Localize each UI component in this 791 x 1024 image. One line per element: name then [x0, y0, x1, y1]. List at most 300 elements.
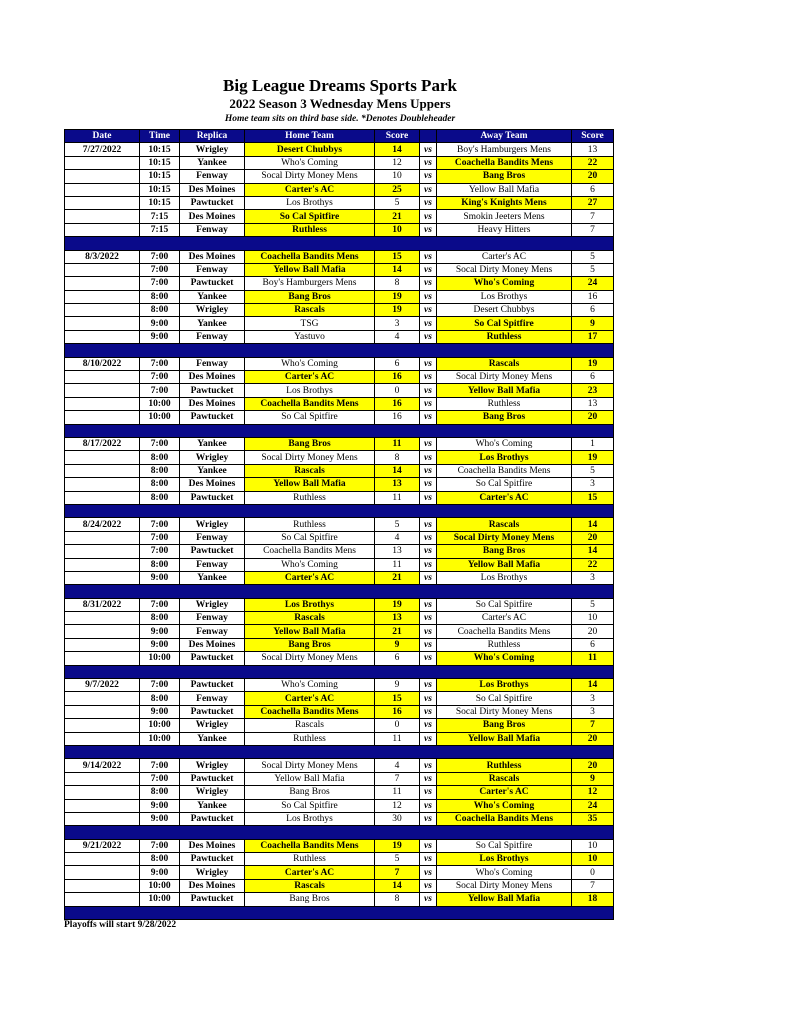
away-score: 9 [572, 772, 614, 785]
game-time: 8:00 [140, 290, 180, 303]
away-team: So Cal Spitfire [437, 598, 572, 611]
game-date [65, 558, 140, 571]
home-team: Socal Dirty Money Mens [245, 652, 375, 665]
game-field: Wrigley [180, 786, 245, 799]
away-score: 19 [572, 357, 614, 370]
home-team: Yastuvo [245, 330, 375, 343]
table-row [65, 183, 614, 196]
away-team: So Cal Spitfire [437, 839, 572, 852]
away-score: 14 [572, 518, 614, 531]
game-field: Pawtucket [180, 384, 245, 397]
home-score: 5 [375, 853, 420, 866]
table-row [65, 612, 614, 625]
game-date: 8/17/2022 [65, 437, 140, 450]
home-score: 21 [375, 625, 420, 638]
away-score: 14 [572, 545, 614, 558]
away-team: So Cal Spitfire [437, 478, 572, 491]
table-row [65, 170, 614, 183]
home-score: 7 [375, 866, 420, 879]
vs-label: vs [420, 612, 437, 625]
week-separator-cell [65, 504, 614, 517]
game-date [65, 625, 140, 638]
game-date: 9/14/2022 [65, 759, 140, 772]
game-time: 10:15 [140, 183, 180, 196]
home-score: 0 [375, 384, 420, 397]
away-team: Rascals [437, 518, 572, 531]
home-score: 10 [375, 170, 420, 183]
away-team: Socal Dirty Money Mens [437, 879, 572, 892]
away-team: Who's Coming [437, 437, 572, 450]
game-date: 8/3/2022 [65, 250, 140, 263]
game-date [65, 772, 140, 785]
game-time: 8:00 [140, 692, 180, 705]
vs-label: vs [420, 679, 437, 692]
game-time: 10:15 [140, 196, 180, 209]
table-row [65, 384, 614, 397]
game-field: Pawtucket [180, 652, 245, 665]
home-score: 5 [375, 518, 420, 531]
game-time: 7:00 [140, 371, 180, 384]
footer-note: Playoffs will start 9/28/2022 [64, 920, 177, 930]
vs-label: vs [420, 571, 437, 584]
home-team: Rascals [245, 719, 375, 732]
game-field: Pawtucket [180, 545, 245, 558]
vs-label: vs [420, 638, 437, 651]
game-time: 8:00 [140, 464, 180, 477]
col-replica: Replica [180, 130, 245, 143]
home-team: Ruthless [245, 853, 375, 866]
game-date [65, 893, 140, 906]
away-team: Ruthless [437, 397, 572, 410]
away-score: 6 [572, 638, 614, 651]
away-team: Carter's AC [437, 491, 572, 504]
table-row [65, 692, 614, 705]
vs-label: vs [420, 786, 437, 799]
game-time: 9:00 [140, 330, 180, 343]
week-separator-cell [65, 237, 614, 250]
home-score: 16 [375, 397, 420, 410]
week-separator [65, 826, 614, 839]
home-team: Ruthless [245, 491, 375, 504]
game-time: 9:00 [140, 571, 180, 584]
game-date [65, 531, 140, 544]
page-title: Big League Dreams Sports Park [223, 76, 457, 95]
vs-label: vs [420, 598, 437, 611]
away-team: Who's Coming [437, 652, 572, 665]
home-team: Bang Bros [245, 893, 375, 906]
vs-label: vs [420, 384, 437, 397]
home-team: So Cal Spitfire [245, 531, 375, 544]
home-score: 14 [375, 263, 420, 276]
vs-label: vs [420, 558, 437, 571]
away-team: Los Brothys [437, 853, 572, 866]
away-score: 13 [572, 397, 614, 410]
table-row [65, 893, 614, 906]
vs-label: vs [420, 196, 437, 209]
home-team: Los Brothys [245, 196, 375, 209]
home-team: Bang Bros [245, 437, 375, 450]
home-team: Who's Coming [245, 357, 375, 370]
vs-label: vs [420, 317, 437, 330]
game-time: 8:00 [140, 304, 180, 317]
week-separator [65, 504, 614, 517]
home-score: 14 [375, 464, 420, 477]
away-score: 14 [572, 679, 614, 692]
table-row [65, 263, 614, 276]
game-field: Fenway [180, 612, 245, 625]
vs-label: vs [420, 893, 437, 906]
game-date [65, 464, 140, 477]
away-score: 6 [572, 304, 614, 317]
table-row [65, 210, 614, 223]
away-team: Yellow Ball Mafia [437, 732, 572, 745]
week-separator-cell [65, 424, 614, 437]
away-score: 9 [572, 317, 614, 330]
away-score: 3 [572, 692, 614, 705]
home-team: Bang Bros [245, 290, 375, 303]
vs-label: vs [420, 491, 437, 504]
game-field: Des Moines [180, 879, 245, 892]
table-row [65, 317, 614, 330]
table-row [65, 143, 614, 156]
home-score: 5 [375, 196, 420, 209]
away-team: Yellow Ball Mafia [437, 384, 572, 397]
home-team: Coachella Bandits Mens [245, 397, 375, 410]
table-row [65, 839, 614, 852]
home-team: Yellow Ball Mafia [245, 625, 375, 638]
away-team: Bang Bros [437, 170, 572, 183]
away-score: 18 [572, 893, 614, 906]
home-team: Rascals [245, 464, 375, 477]
table-row [65, 290, 614, 303]
home-score: 14 [375, 143, 420, 156]
game-date [65, 879, 140, 892]
home-team: Los Brothys [245, 384, 375, 397]
game-time: 9:00 [140, 705, 180, 718]
home-score: 21 [375, 571, 420, 584]
table-row [65, 531, 614, 544]
game-field: Des Moines [180, 397, 245, 410]
away-score: 5 [572, 598, 614, 611]
vs-label: vs [420, 652, 437, 665]
game-date [65, 210, 140, 223]
table-row [65, 411, 614, 424]
game-field: Fenway [180, 330, 245, 343]
home-score: 11 [375, 786, 420, 799]
game-time: 10:00 [140, 652, 180, 665]
game-field: Yankee [180, 156, 245, 169]
week-separator-cell [65, 585, 614, 598]
away-team: Socal Dirty Money Mens [437, 371, 572, 384]
game-date [65, 223, 140, 236]
away-score: 7 [572, 719, 614, 732]
away-score: 24 [572, 799, 614, 812]
away-team: Socal Dirty Money Mens [437, 705, 572, 718]
away-team: Coachella Bandits Mens [437, 812, 572, 825]
vs-label: vs [420, 451, 437, 464]
away-team: Coachella Bandits Mens [437, 625, 572, 638]
table-row [65, 397, 614, 410]
game-time: 8:00 [140, 478, 180, 491]
away-score: 20 [572, 625, 614, 638]
away-score: 22 [572, 558, 614, 571]
vs-label: vs [420, 464, 437, 477]
game-field: Pawtucket [180, 196, 245, 209]
vs-label: vs [420, 812, 437, 825]
away-score: 20 [572, 759, 614, 772]
away-team: Ruthless [437, 759, 572, 772]
home-team: Los Brothys [245, 812, 375, 825]
home-score: 15 [375, 250, 420, 263]
game-field: Yankee [180, 437, 245, 450]
game-time: 10:00 [140, 732, 180, 745]
vs-label: vs [420, 170, 437, 183]
away-team: Who's Coming [437, 277, 572, 290]
game-date: 9/7/2022 [65, 679, 140, 692]
table-row [65, 545, 614, 558]
game-time: 10:00 [140, 411, 180, 424]
vs-label: vs [420, 853, 437, 866]
game-date [65, 397, 140, 410]
game-date: 8/31/2022 [65, 598, 140, 611]
table-row [65, 437, 614, 450]
away-score: 24 [572, 277, 614, 290]
game-date [65, 812, 140, 825]
home-score: 9 [375, 638, 420, 651]
game-date [65, 411, 140, 424]
col-time: Time [140, 130, 180, 143]
game-field: Fenway [180, 263, 245, 276]
vs-label: vs [420, 759, 437, 772]
home-score: 12 [375, 799, 420, 812]
col-away-team: Away Team [437, 130, 572, 143]
game-time: 8:00 [140, 451, 180, 464]
away-score: 6 [572, 371, 614, 384]
table-row [65, 571, 614, 584]
home-team: Bang Bros [245, 638, 375, 651]
game-field: Wrigley [180, 143, 245, 156]
vs-label: vs [420, 250, 437, 263]
game-time: 7:00 [140, 545, 180, 558]
week-separator [65, 665, 614, 678]
table-row [65, 598, 614, 611]
away-score: 0 [572, 866, 614, 879]
away-score: 1 [572, 437, 614, 450]
home-team: Ruthless [245, 223, 375, 236]
away-score: 3 [572, 478, 614, 491]
week-separator-cell [65, 665, 614, 678]
vs-label: vs [420, 143, 437, 156]
away-team: Carter's AC [437, 786, 572, 799]
week-separator-cell [65, 826, 614, 839]
game-time: 7:00 [140, 518, 180, 531]
vs-label: vs [420, 304, 437, 317]
home-team: Who's Coming [245, 156, 375, 169]
vs-label: vs [420, 371, 437, 384]
col-home-team: Home Team [245, 130, 375, 143]
away-team: Yellow Ball Mafia [437, 183, 572, 196]
game-time: 10:15 [140, 156, 180, 169]
game-date [65, 491, 140, 504]
game-time: 10:15 [140, 143, 180, 156]
game-time: 7:00 [140, 772, 180, 785]
home-score: 15 [375, 692, 420, 705]
away-score: 12 [572, 786, 614, 799]
table-row [65, 799, 614, 812]
game-time: 10:00 [140, 397, 180, 410]
table-row [65, 638, 614, 651]
away-score: 7 [572, 223, 614, 236]
game-time: 9:00 [140, 317, 180, 330]
table-row [65, 357, 614, 370]
away-score: 17 [572, 330, 614, 343]
vs-label: vs [420, 531, 437, 544]
game-date [65, 156, 140, 169]
away-team: So Cal Spitfire [437, 692, 572, 705]
home-team: Socal Dirty Money Mens [245, 759, 375, 772]
away-team: Socal Dirty Money Mens [437, 263, 572, 276]
week-separator [65, 424, 614, 437]
week-separator-cell [65, 906, 614, 919]
away-score: 3 [572, 571, 614, 584]
vs-label: vs [420, 839, 437, 852]
home-score: 11 [375, 491, 420, 504]
home-score: 7 [375, 772, 420, 785]
game-time: 8:00 [140, 853, 180, 866]
vs-label: vs [420, 437, 437, 450]
home-score: 16 [375, 371, 420, 384]
game-field: Yankee [180, 464, 245, 477]
game-date [65, 786, 140, 799]
game-date: 8/24/2022 [65, 518, 140, 531]
home-team: Carter's AC [245, 371, 375, 384]
away-score: 10 [572, 839, 614, 852]
table-row [65, 196, 614, 209]
game-field: Pawtucket [180, 812, 245, 825]
game-time: 10:00 [140, 893, 180, 906]
away-team: Ruthless [437, 638, 572, 651]
col-away-score: Score [572, 130, 614, 143]
table-row [65, 652, 614, 665]
game-field: Pawtucket [180, 679, 245, 692]
away-score: 35 [572, 812, 614, 825]
game-field: Wrigley [180, 598, 245, 611]
away-score: 7 [572, 210, 614, 223]
game-field: Fenway [180, 357, 245, 370]
week-separator [65, 237, 614, 250]
away-team: Rascals [437, 357, 572, 370]
vs-label: vs [420, 210, 437, 223]
home-team: Socal Dirty Money Mens [245, 451, 375, 464]
home-team: Yellow Ball Mafia [245, 478, 375, 491]
game-date [65, 290, 140, 303]
game-field: Pawtucket [180, 277, 245, 290]
home-score: 25 [375, 183, 420, 196]
home-score: 11 [375, 558, 420, 571]
table-row [65, 759, 614, 772]
away-score: 11 [572, 652, 614, 665]
home-team: Ruthless [245, 732, 375, 745]
home-score: 19 [375, 290, 420, 303]
vs-label: vs [420, 879, 437, 892]
away-score: 10 [572, 853, 614, 866]
schedule-body [65, 143, 614, 920]
vs-label: vs [420, 545, 437, 558]
vs-label: vs [420, 625, 437, 638]
week-separator-cell [65, 344, 614, 357]
away-score: 10 [572, 612, 614, 625]
home-team: Socal Dirty Money Mens [245, 170, 375, 183]
game-field: Wrigley [180, 866, 245, 879]
home-score: 3 [375, 317, 420, 330]
header-row [65, 130, 614, 143]
game-date [65, 263, 140, 276]
game-date [65, 692, 140, 705]
game-field: Wrigley [180, 304, 245, 317]
game-date: 7/27/2022 [65, 143, 140, 156]
away-team: Who's Coming [437, 866, 572, 879]
game-field: Pawtucket [180, 705, 245, 718]
game-field: Yankee [180, 290, 245, 303]
game-field: Des Moines [180, 839, 245, 852]
away-score: 5 [572, 464, 614, 477]
game-field: Des Moines [180, 371, 245, 384]
away-team: Yellow Ball Mafia [437, 893, 572, 906]
vs-label: vs [420, 866, 437, 879]
away-score: 23 [572, 384, 614, 397]
home-score: 8 [375, 451, 420, 464]
week-separator-cell [65, 745, 614, 758]
game-time: 9:00 [140, 866, 180, 879]
away-team: Los Brothys [437, 451, 572, 464]
table-row [65, 304, 614, 317]
away-team: Yellow Ball Mafia [437, 558, 572, 571]
game-field: Yankee [180, 571, 245, 584]
game-field: Fenway [180, 531, 245, 544]
home-score: 8 [375, 277, 420, 290]
table-row [65, 879, 614, 892]
table-row [65, 866, 614, 879]
vs-label: vs [420, 330, 437, 343]
game-date [65, 170, 140, 183]
game-date [65, 330, 140, 343]
home-score: 30 [375, 812, 420, 825]
game-field: Wrigley [180, 719, 245, 732]
game-field: Yankee [180, 317, 245, 330]
game-time: 8:00 [140, 786, 180, 799]
home-score: 12 [375, 156, 420, 169]
away-team: Los Brothys [437, 571, 572, 584]
vs-label: vs [420, 772, 437, 785]
table-row [65, 719, 614, 732]
game-date [65, 304, 140, 317]
game-field: Des Moines [180, 250, 245, 263]
game-time: 7:00 [140, 679, 180, 692]
game-field: Wrigley [180, 518, 245, 531]
game-field: Yankee [180, 799, 245, 812]
game-date [65, 196, 140, 209]
away-score: 19 [572, 451, 614, 464]
game-field: Des Moines [180, 183, 245, 196]
game-field: Pawtucket [180, 411, 245, 424]
home-team: Los Brothys [245, 598, 375, 611]
home-score: 4 [375, 759, 420, 772]
game-field: Fenway [180, 692, 245, 705]
table-row [65, 330, 614, 343]
table-row [65, 812, 614, 825]
home-team: Ruthless [245, 518, 375, 531]
game-date: 8/10/2022 [65, 357, 140, 370]
